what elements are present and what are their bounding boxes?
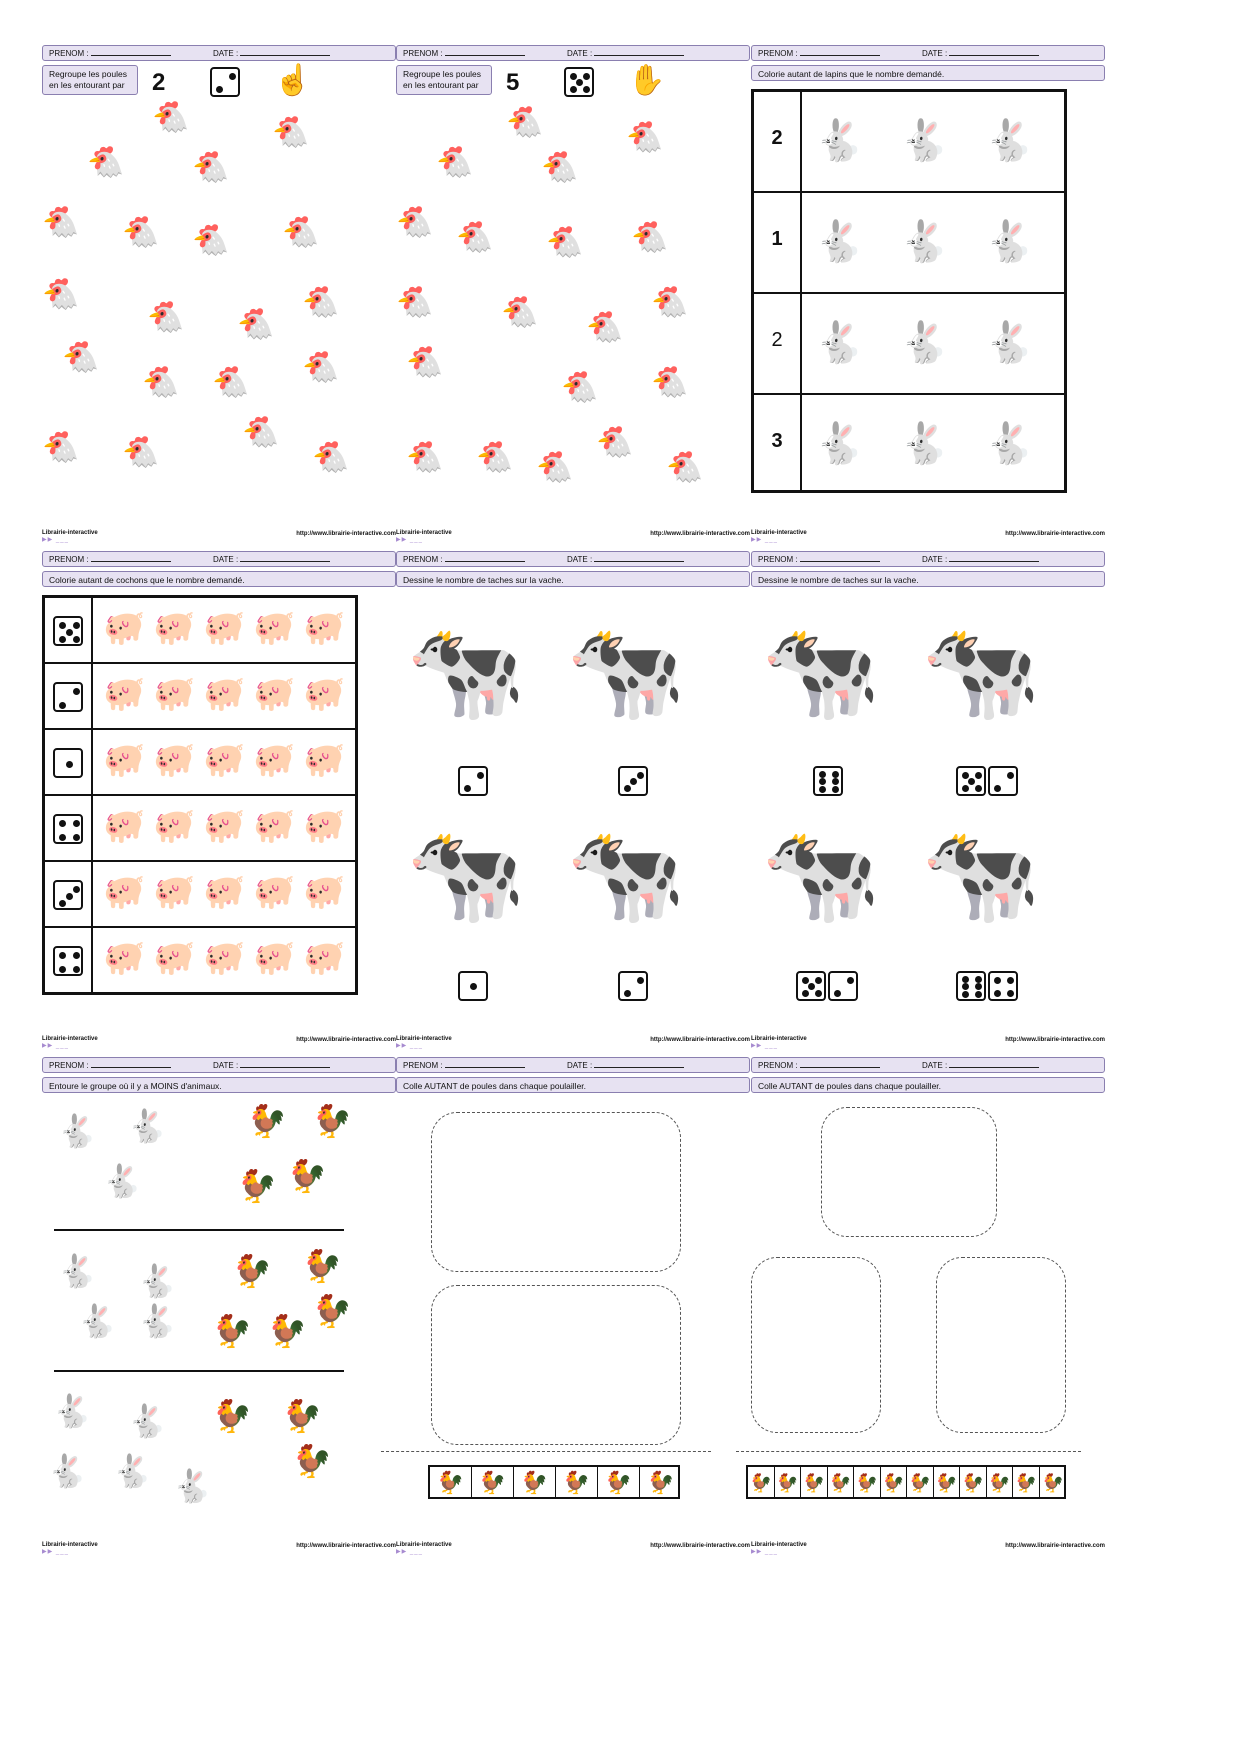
prenom-label: PRENOM :: [758, 555, 798, 564]
rabbit-icon: 🐇: [172, 1468, 212, 1504]
worksheet-page-9: [749, 1057, 1105, 1555]
cow-icon[interactable]: 🐄: [921, 618, 1041, 725]
rooster-icon: 🐓: [212, 1398, 252, 1434]
rabbit-icon: 🐇: [112, 1453, 152, 1489]
header-bar: [751, 45, 1105, 61]
rooster-icon: 🐓: [232, 1253, 272, 1289]
hen-icon: 🐔: [666, 451, 704, 484]
rooster-icon: 🐓: [212, 1313, 252, 1349]
hen-icon: 🐔: [396, 206, 434, 239]
date-label: DATE :: [922, 555, 948, 564]
pig-icon[interactable]: 🐖: [303, 939, 346, 977]
pig-icon[interactable]: 🐖: [203, 939, 246, 977]
footer-url[interactable]: http://www.librairie-interactive.com: [296, 1037, 396, 1043]
pig-icon[interactable]: 🐖: [103, 873, 146, 911]
hen-icon: 🐔: [561, 371, 599, 404]
henhouse-box[interactable]: [431, 1112, 681, 1272]
rabbit-icon[interactable]: 🐇: [814, 422, 864, 466]
footer-logo: Librairie-interactive ▶▶ ___: [751, 1542, 807, 1555]
instruction: Colle AUTANT de poules dans chaque poulailler.: [751, 1077, 1105, 1093]
instruction: Colorie autant de cochons que le nombre demandé.: [42, 571, 396, 587]
die-six-icon: [813, 766, 843, 796]
footer-url[interactable]: http://www.librairie-interactive.com: [296, 1543, 396, 1549]
pig-icon[interactable]: 🐖: [103, 675, 146, 713]
hen-icon: 🐔: [631, 221, 669, 254]
footer-logo: Librairie-interactive ▶▶ ___: [396, 1542, 452, 1555]
table-row: [45, 730, 355, 796]
header-bar: [42, 1057, 396, 1073]
pig-icon[interactable]: 🐖: [203, 873, 246, 911]
pig-icon[interactable]: 🐖: [303, 741, 346, 779]
pig-icon[interactable]: 🐖: [153, 675, 196, 713]
rabbit-icon: 🐇: [137, 1263, 177, 1299]
cow-icon[interactable]: 🐄: [566, 618, 686, 725]
hen-icon: 🐔: [87, 146, 125, 179]
footer-url[interactable]: http://www.librairie-interactive.com: [1005, 1037, 1105, 1043]
worksheet-page-1: [42, 45, 396, 543]
die-two-icon: [458, 766, 488, 796]
open-hand-icon: ✋: [628, 64, 666, 97]
worksheet-page-5: [396, 551, 750, 1049]
hen-icon: 🐔: [42, 206, 80, 239]
rabbit-icon: 🐇: [127, 1403, 167, 1439]
rabbit-icon: 🐇: [137, 1303, 177, 1339]
hen-icon: 🐔: [651, 286, 689, 319]
instruction: Colle AUTANT de poules dans chaque poulailler.: [396, 1077, 750, 1093]
header-bar: [42, 551, 396, 567]
divider: [54, 1370, 344, 1372]
hen-icon: 🐔: [142, 366, 180, 399]
pig-icon[interactable]: 🐖: [153, 939, 196, 977]
die-two-icon: [210, 67, 240, 97]
prenom-label: PRENOM :: [758, 1061, 798, 1070]
rabbit-icon[interactable]: 🐇: [814, 119, 864, 163]
instruction: Regroupe les poules en les entourant par: [42, 65, 138, 95]
rabbit-icon: 🐇: [102, 1163, 142, 1199]
die-two-icon: [618, 971, 648, 1001]
pig-icon[interactable]: 🐖: [303, 675, 346, 713]
hen-icon: 🐔: [242, 416, 280, 449]
pig-icon[interactable]: 🐖: [103, 609, 146, 647]
rabbit-icon: 🐇: [47, 1453, 87, 1489]
date-label: DATE :: [922, 49, 948, 58]
footer-logo: Librairie-interactive ▶▶ ___: [396, 530, 452, 543]
rooster-icon: 🐓: [292, 1443, 332, 1479]
henhouse-box[interactable]: [751, 1257, 881, 1433]
henhouse-box[interactable]: [431, 1285, 681, 1445]
hen-icon: 🐔: [152, 101, 190, 134]
divider: [54, 1229, 344, 1231]
table-row: [45, 664, 355, 730]
hen-icon: 🐔: [42, 431, 80, 464]
rabbit-icon: 🐇: [57, 1253, 97, 1289]
instruction: Dessine le nombre de taches sur la vache.: [396, 571, 750, 587]
die-five-icon: [564, 67, 594, 97]
rabbit-icon[interactable]: 🐇: [984, 220, 1034, 264]
die-icon: [53, 814, 83, 844]
henhouse-box[interactable]: [821, 1107, 997, 1237]
pig-icon[interactable]: 🐖: [253, 741, 296, 779]
cow-icon[interactable]: 🐄: [566, 821, 686, 928]
table-row: 1 🐇 🐇 🐇: [754, 193, 1064, 294]
die-icon: [53, 880, 83, 910]
worksheet-page-8: [396, 1057, 750, 1555]
hen-icon: 🐔: [501, 296, 539, 329]
pig-icon[interactable]: 🐖: [303, 807, 346, 845]
pig-icon[interactable]: 🐖: [253, 939, 296, 977]
worksheet-page-4: [42, 551, 396, 1049]
hen-icon: 🐔: [536, 451, 574, 484]
die-four-icon: [988, 971, 1018, 1001]
date-label: DATE :: [213, 555, 239, 564]
header-bar: [396, 551, 750, 567]
rabbit-icon[interactable]: 🐇: [899, 220, 949, 264]
prenom-label: PRENOM :: [49, 555, 89, 564]
hen-icon: 🐔: [42, 278, 80, 311]
hen-icon: 🐔: [302, 286, 340, 319]
date-label: DATE :: [567, 555, 593, 564]
pig-icon[interactable]: 🐖: [303, 609, 346, 647]
rooster-icon: 🐓: [282, 1398, 322, 1434]
header-bar: [42, 45, 396, 61]
pig-icon[interactable]: 🐖: [253, 873, 296, 911]
header-bar: [396, 1057, 750, 1073]
date-label: DATE :: [567, 1061, 593, 1070]
cow-icon[interactable]: 🐄: [921, 821, 1041, 928]
target-number: 5: [506, 69, 520, 96]
hen-icon: 🐔: [282, 216, 320, 249]
table-row: [45, 928, 355, 994]
rabbit-icon[interactable]: 🐇: [814, 220, 864, 264]
hen-icon: 🐔: [212, 366, 250, 399]
footer-logo: Librairie-interactive ▶▶ ___: [42, 1542, 98, 1555]
rabbit-icon: 🐇: [52, 1393, 92, 1429]
cut-line: [736, 1451, 1081, 1452]
hen-icon: 🐔: [456, 221, 494, 254]
hen-icon: 🐔: [406, 346, 444, 379]
prenom-label: PRENOM :: [49, 1061, 89, 1070]
rooster-icon: 🐓: [247, 1103, 287, 1139]
footer-url[interactable]: http://www.librairie-interactive.com: [650, 531, 750, 537]
die-one-icon: [458, 971, 488, 1001]
rooster-icon: 🐓: [237, 1168, 277, 1204]
hen-icon: 🐔: [272, 116, 310, 149]
pig-icon[interactable]: 🐖: [153, 609, 196, 647]
hen-icon: 🐔: [586, 311, 624, 344]
header-bar: [751, 1057, 1105, 1073]
hen-icon: 🐔: [596, 426, 634, 459]
die-three-icon: [618, 766, 648, 796]
worksheet-page-7: [42, 1057, 396, 1555]
date-label: DATE :: [213, 1061, 239, 1070]
hen-icon: 🐔: [436, 146, 474, 179]
footer-url[interactable]: http://www.librairie-interactive.com: [1005, 531, 1105, 537]
rabbit-icon[interactable]: 🐇: [899, 119, 949, 163]
footer-url[interactable]: http://www.librairie-interactive.com: [296, 531, 396, 537]
rabbit-icon[interactable]: 🐇: [899, 321, 949, 365]
footer-logo: Librairie-interactive ▶▶ ___: [751, 530, 807, 543]
worksheet-page-2: [396, 45, 750, 543]
die-icon: [53, 682, 83, 712]
die-two-icon: [988, 766, 1018, 796]
pig-icon[interactable]: 🐖: [203, 675, 246, 713]
rabbit-table: [751, 89, 1067, 493]
footer-url[interactable]: http://www.librairie-interactive.com: [650, 1543, 750, 1549]
hen-icon: 🐔: [651, 366, 689, 399]
die-icon: [53, 748, 83, 778]
rabbit-icon[interactable]: 🐇: [984, 119, 1034, 163]
pig-icon[interactable]: 🐖: [253, 609, 296, 647]
hen-icon: 🐔: [476, 441, 514, 474]
pig-icon[interactable]: 🐖: [103, 807, 146, 845]
date-label: DATE :: [567, 49, 593, 58]
table-row: 2 🐇 🐇 🐇: [754, 92, 1064, 193]
prenom-label: PRENOM :: [49, 49, 89, 58]
hen-icon: 🐔: [192, 224, 230, 257]
hen-icon: 🐔: [406, 441, 444, 474]
pig-icon[interactable]: 🐖: [153, 741, 196, 779]
hen-icon: 🐔: [626, 121, 664, 154]
rabbit-icon: 🐇: [77, 1303, 117, 1339]
cow-icon[interactable]: 🐄: [761, 618, 881, 725]
worksheet-page-6: [751, 551, 1105, 1049]
footer-logo: Librairie-interactive ▶▶ ___: [42, 530, 98, 543]
hen-icon: 🐔: [541, 151, 579, 184]
hen-icon: 🐔: [546, 226, 584, 259]
hen-icon: 🐔: [147, 301, 185, 334]
hen-icon: 🐔: [237, 308, 275, 341]
hen-icon: 🐔: [122, 216, 160, 249]
pig-icon[interactable]: 🐖: [203, 609, 246, 647]
table-row: 3 🐇 🐇 🐇: [771, 422, 1034, 466]
hen-icon: 🐔: [506, 106, 544, 139]
pig-icon[interactable]: 🐖: [253, 675, 296, 713]
die-two-icon: [828, 971, 858, 1001]
date-label: DATE :: [922, 1061, 948, 1070]
table-row: 2 🐇 🐇 🐇: [754, 294, 1064, 395]
prenom-label: PRENOM :: [403, 555, 443, 564]
die-icon: [53, 616, 83, 646]
hen-icon: 🐔: [396, 286, 434, 319]
footer-logo: Librairie-interactive ▶▶ ___: [751, 1036, 807, 1049]
instruction: Regroupe les poules en les entourant par: [396, 65, 492, 95]
hen-cutout-strip[interactable]: 🐓 🐓 🐓 🐓 🐓 🐓: [428, 1465, 680, 1499]
cow-icon[interactable]: 🐄: [406, 618, 526, 725]
hand-two-fingers-icon: ☝: [274, 64, 312, 97]
rooster-icon: 🐓: [302, 1248, 342, 1284]
hen-icon: 🐔: [122, 436, 160, 469]
pig-table: [42, 595, 358, 995]
pig-icon[interactable]: 🐖: [203, 807, 246, 845]
instruction: Dessine le nombre de taches sur la vache.: [751, 571, 1105, 587]
rooster-icon: 🐓: [287, 1158, 327, 1194]
header-bar: [751, 551, 1105, 567]
pig-icon[interactable]: 🐖: [153, 807, 196, 845]
table-row: [45, 598, 355, 664]
die-five-icon: [956, 766, 986, 796]
cow-icon[interactable]: 🐄: [406, 821, 526, 928]
target-number: 2: [152, 69, 166, 96]
hen-cutout-strip[interactable]: 🐓 🐓 🐓 🐓 🐓 🐓 🐓 🐓 🐓 🐓 🐓 🐓: [746, 1465, 1066, 1499]
rabbit-icon[interactable]: 🐇: [984, 321, 1034, 365]
table-row: [45, 796, 355, 862]
hen-icon: 🐔: [312, 441, 350, 474]
footer-url[interactable]: http://www.librairie-interactive.com: [1005, 1543, 1105, 1549]
prenom-label: PRENOM :: [403, 1061, 443, 1070]
rabbit-icon[interactable]: 🐇: [899, 422, 949, 466]
date-label: DATE :: [213, 49, 239, 58]
rooster-icon: 🐓: [312, 1103, 352, 1139]
footer-logo: Librairie-interactive ▶▶ ___: [396, 1036, 452, 1049]
pig-icon[interactable]: 🐖: [153, 873, 196, 911]
prenom-label: PRENOM :: [758, 49, 798, 58]
die-six-icon: [956, 971, 986, 1001]
table-row: [45, 862, 355, 928]
header-bar: [396, 45, 750, 61]
pig-icon[interactable]: 🐖: [103, 939, 146, 977]
footer-url[interactable]: http://www.librairie-interactive.com: [650, 1037, 750, 1043]
prenom-label: PRENOM :: [403, 49, 443, 58]
rabbit-icon: 🐇: [57, 1113, 97, 1149]
hen-icon: 🐔: [192, 151, 230, 184]
henhouse-box[interactable]: [936, 1257, 1066, 1433]
footer-logo: Librairie-interactive ▶▶ ___: [42, 1036, 98, 1049]
hen-icon: 🐔: [302, 351, 340, 384]
rooster-icon: 🐓: [267, 1313, 307, 1349]
instruction: Entoure le groupe où il y a MOINS d'animaux.: [42, 1077, 396, 1093]
pig-icon[interactable]: 🐖: [303, 873, 346, 911]
rabbit-icon: 🐇: [127, 1108, 167, 1144]
rooster-icon: 🐓: [312, 1293, 352, 1329]
worksheet-page-3: [751, 45, 1105, 543]
pig-icon[interactable]: 🐖: [203, 741, 246, 779]
pig-icon[interactable]: 🐖: [253, 807, 296, 845]
die-icon: [53, 946, 83, 976]
rabbit-icon[interactable]: 🐇: [984, 422, 1034, 466]
cut-line: [381, 1451, 711, 1452]
pig-icon[interactable]: 🐖: [103, 741, 146, 779]
die-five-icon: [796, 971, 826, 1001]
rabbit-icon[interactable]: 🐇: [814, 321, 864, 365]
hen-icon: 🐔: [62, 341, 100, 374]
instruction: Colorie autant de lapins que le nombre demandé.: [751, 65, 1105, 81]
cow-icon[interactable]: 🐄: [761, 821, 881, 928]
